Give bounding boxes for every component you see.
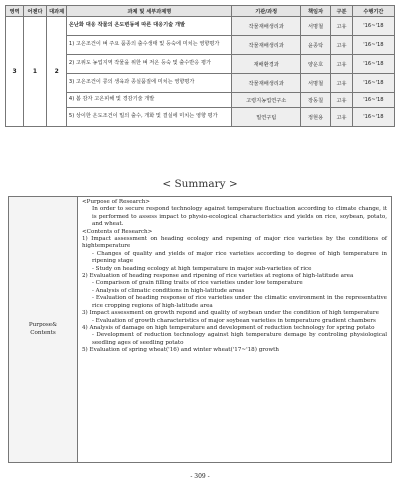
header-organization: 기관/과정 [232, 6, 301, 17]
header-person: 책임자 [301, 6, 331, 17]
task-title: 2) 고위도 농업지역 작물을 위한 벼 저온 등숙 및 출수반응 평가 [67, 55, 232, 74]
task-org: 고령지농업연구소 [232, 93, 301, 108]
summary-line: - Changes of quality and yields of major rice varieties according to degree of high temperature in ripening stage [92, 250, 387, 265]
task-org: 재배환경과 [232, 55, 301, 74]
project-table [5, 5, 395, 127]
summary-line: 4) Analysis of damage on high temperature and development of reduction technology for spring potato [82, 324, 375, 331]
task-period: '16~'18 [352, 108, 394, 127]
task-type: 고유 [331, 93, 353, 108]
label-line-1: Purpose& [28, 321, 58, 328]
task-title: 5) 상이한 온도조건이 밀의 출수, 개화 및 결실에 미치는 영향 평가 [67, 108, 232, 127]
header-period: 수행기간 [352, 6, 394, 17]
summary-line: - Evaluation of heading response of rice varieties under the climatic environment in the representative rice cropping regions of high-latitude area [92, 295, 387, 309]
task-person: 서명철 [301, 74, 331, 93]
task-org: 밀연구팀 [232, 108, 301, 127]
agenda-cell: 1 [24, 17, 47, 127]
summary-line: - Evaluation of growth characteristics of major soybean varieties in temperature gradient chambers [92, 317, 376, 324]
task-person: 윤종탁 [301, 36, 331, 55]
page-number: - 309 - [190, 473, 210, 480]
header-task-name: 과제 및 세부과제명 [67, 6, 232, 17]
major-task-cell: 2 [46, 17, 66, 127]
label-line-2: Contents [30, 329, 56, 336]
table-header-row [6, 6, 395, 17]
task-type: 고유 [331, 108, 353, 127]
summary-table [8, 196, 392, 463]
summary-line: 1) Impact assessment on heading ecology and repening of major rice varieties by the conditions of hightemperature [82, 236, 387, 250]
task-period: '16~'18 [352, 93, 394, 108]
summary-content [78, 197, 392, 463]
task-title: 온난화 대응 작물의 온도변동에 따른 대응기술 개발 [67, 17, 232, 36]
summary-line: 2) Evaluation of heading response and ripening of rice varieties at regions of high-latitude area [82, 273, 354, 280]
task-org: 작물재배생리과 [232, 17, 301, 36]
task-title: 4) 봄 감자 고온피해 및 경감기술 개발 [67, 93, 232, 108]
table-row [6, 17, 395, 36]
summary-line: - Comparison of grain filling traits of rice varieties under low temperature [92, 280, 303, 287]
summary-line: <Contents of Research> [82, 228, 153, 235]
header-agenda: 어젠다 [24, 6, 47, 17]
task-type: 고유 [331, 36, 353, 55]
summary-line: - Development of reduction technology against high temperature demage by controling physiological seedling ages of seedling potato [92, 332, 387, 346]
summary-line: - Analysis of climatic conditions in high-latitude areas [92, 287, 245, 294]
header-type: 구분 [331, 6, 353, 17]
summary-line: - Study on heading ecology at high temperature in major sub-varieties of rice [92, 265, 312, 272]
task-title: 1) 고온조건이 벼 주요 품종의 출수생태 및 등숙에 미치는 영향평가 [67, 36, 232, 55]
summary-heading: < Summary > [162, 178, 238, 190]
header-major-task: 대과제 [46, 6, 66, 17]
task-person: 양운호 [301, 55, 331, 74]
task-org: 작물재배생리과 [232, 74, 301, 93]
task-person: 서명철 [301, 17, 331, 36]
summary-line: 5) Evaluation of spring wheat('16) and winter wheat('17~'18) growth [82, 347, 279, 354]
summary-line: In order to secure respond technology against temperature fluctuation according to climate change, it is performed to assess impact to physio-ecological characteristics and yields on rice, soybean, potato, and wheat. [92, 206, 387, 228]
task-type: 고유 [331, 74, 353, 93]
task-title: 3) 고온조건이 콩의 생육과 종실품질에 미치는 영향평가 [67, 74, 232, 93]
summary-line: 3) Impact assessment on growth repond and quality of soybean under the condition of high temperature [82, 310, 379, 317]
task-person: 정현용 [301, 108, 331, 127]
area-cell: 3 [6, 17, 24, 127]
task-person: 장동칠 [301, 93, 331, 108]
task-period: '16~'18 [352, 55, 394, 74]
task-type: 고유 [331, 55, 353, 74]
summary-row [9, 197, 392, 463]
summary-line: <Purpose of Research> [82, 199, 150, 205]
purpose-contents-label [9, 197, 78, 463]
task-period: '16~'18 [352, 74, 394, 93]
task-type: 고유 [331, 17, 353, 36]
task-period: '16~'18 [352, 36, 394, 55]
task-org: 작물재배생리과 [232, 36, 301, 55]
header-area: 영역 [6, 6, 24, 17]
task-period: '16~'18 [352, 17, 394, 36]
